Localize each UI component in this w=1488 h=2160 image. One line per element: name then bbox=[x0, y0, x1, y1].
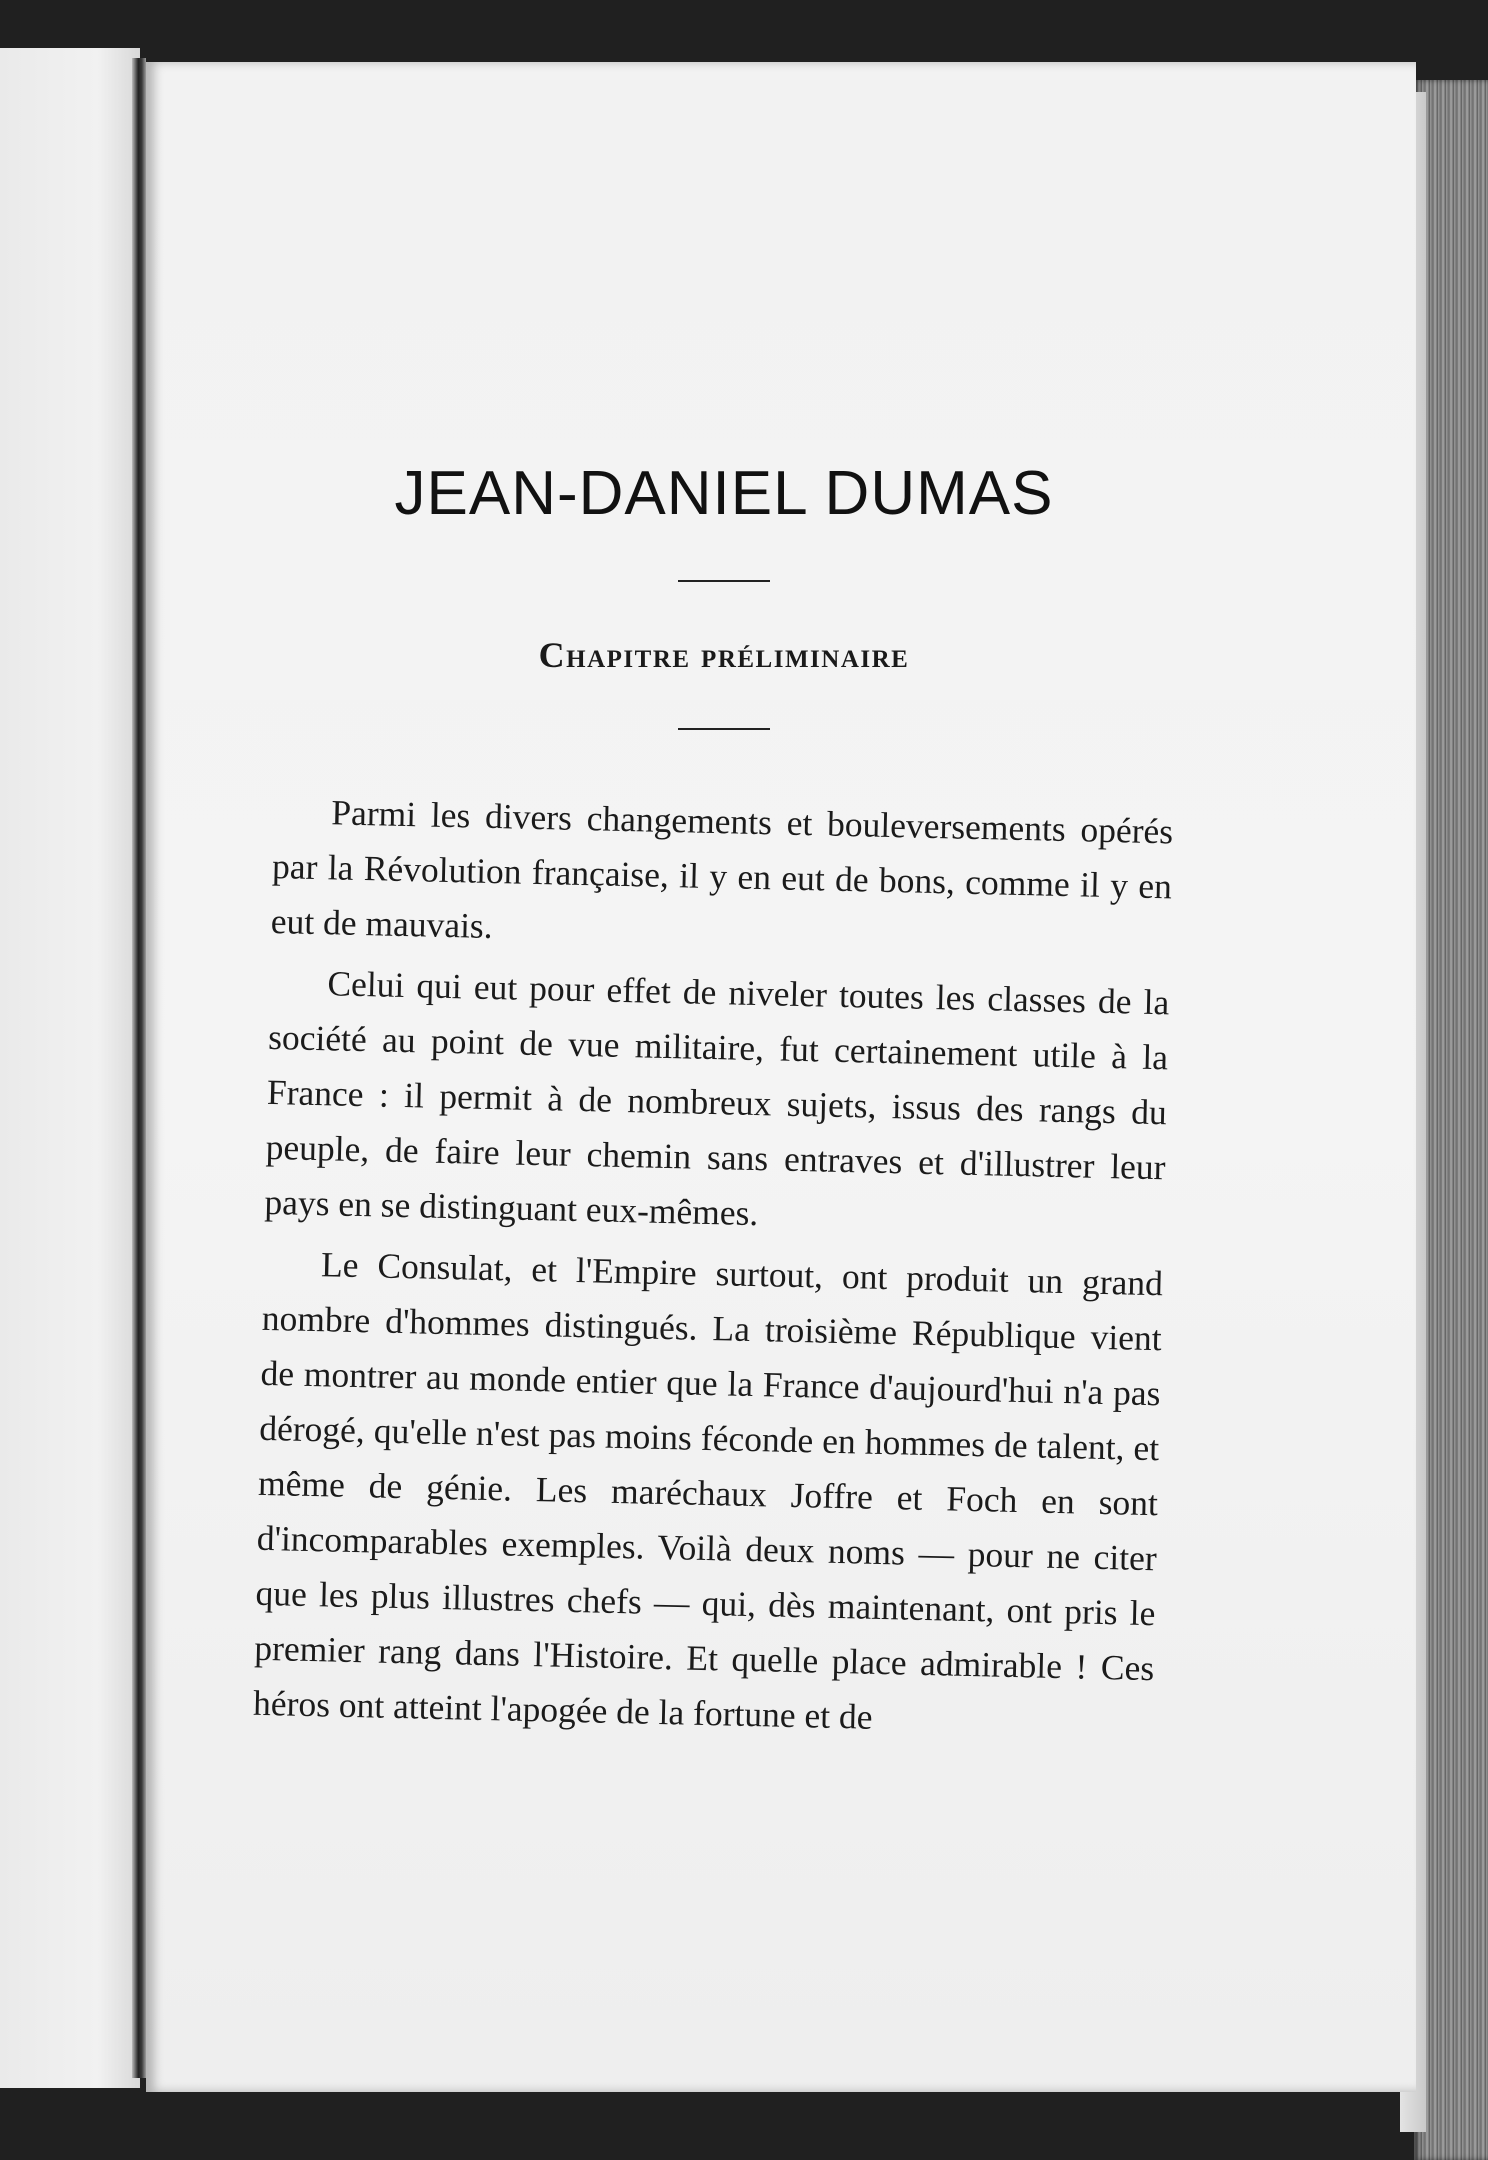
body-text bbox=[253, 784, 1174, 1751]
paragraph-3: Le Consulat, et l'Empire surtout, ont produit un grand nombre d'hommes distingués. La troisième République vient de montrer au monde entier que la France d'aujourd'hui n'a pas dérogé, qu'elle n'est pas moins féconde en hommes de talent, et même de génie. Les maréchaux Joffre et Foch en sont d'incomparables exemples. Voilà deux noms — pour ne citer que les plus illustres chefs — qui, dès maintenant, ont pris le premier rang dans l'Histoire. Et quelle place admirable ! Ces héros ont atteint l'apogée de la fortune et de bbox=[252, 1244, 1164, 1738]
paragraph-1: Parmi les divers changements et bouleversements opérés par la Révolution française, il y en eut de bons, comme il y en eut de mauvais. bbox=[270, 792, 1174, 947]
book-title: JEAN-DANIEL DUMAS bbox=[394, 459, 1054, 528]
paragraph-2: Celui qui eut pour effet de niveler toutes les classes de la société au point de vue militaire, fut certainement utile à la France : il permit à de nombreux sujets, issus des rangs du peuple, de faire leur chemin sans entraves et d'illustrer leur pays en se distinguant eux-mêmes. bbox=[264, 963, 1170, 1234]
chapter-rule bbox=[678, 728, 770, 730]
book-gutter bbox=[132, 58, 146, 2078]
left-page-margin bbox=[0, 48, 140, 2088]
title-rule bbox=[678, 580, 770, 582]
chapter-heading: Chapitre préliminaire bbox=[538, 635, 910, 676]
page-content bbox=[252, 459, 1174, 1738]
